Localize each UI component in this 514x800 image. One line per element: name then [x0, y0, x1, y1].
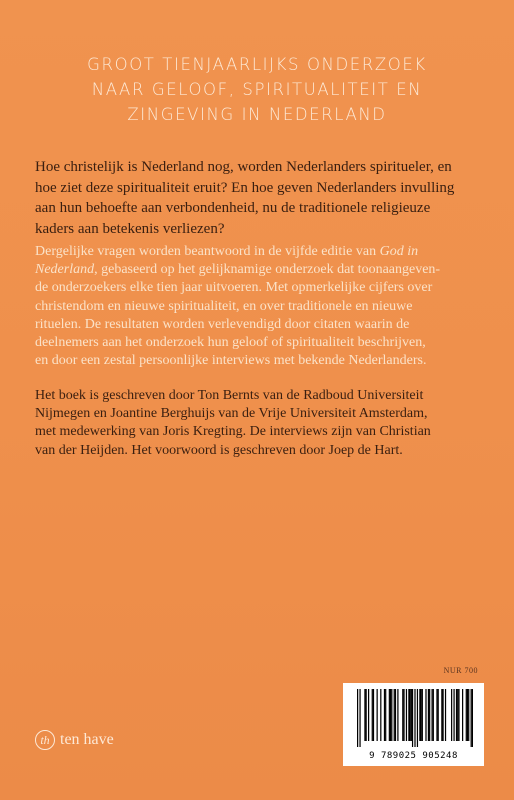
barcode-bar: [451, 689, 452, 741]
isbn-number: 9 789025 905248: [369, 751, 458, 761]
barcode-bar: [411, 689, 412, 741]
book-title-italic: Nederland: [35, 262, 95, 278]
barcode-bar: [468, 689, 469, 741]
barcode-bar: [419, 689, 420, 741]
barcode-bar: [462, 689, 463, 741]
barcode-bar: [402, 689, 403, 741]
barcode-label: [343, 683, 484, 766]
publisher-logo: [35, 730, 114, 750]
barcode-bar: [359, 689, 360, 747]
barcode-bar: [456, 689, 457, 741]
description-line: deelnemers aan het onderzoek hun geloof of spiritualiteit beschrijven,: [35, 335, 426, 351]
barcode-bar: [442, 689, 443, 741]
barcode-bar: [384, 689, 385, 741]
barcode-bar: [397, 689, 398, 741]
barcode-bar: [466, 689, 467, 741]
barcode-bar: [380, 689, 381, 741]
barcode-bar: [425, 689, 426, 741]
barcode-bar: [403, 689, 404, 741]
barcode-bar: [436, 689, 437, 741]
barcode-bar: [395, 689, 396, 741]
intro-paragraph: [35, 157, 485, 239]
barcode-bar: [412, 689, 413, 747]
book-title-italic: God in: [379, 244, 419, 259]
publisher-name: ten have: [60, 731, 114, 748]
barcode-bar: [453, 689, 454, 741]
barcode-bar: [364, 689, 365, 741]
barcode-bar: [394, 689, 395, 741]
barcode-bar: [429, 689, 430, 741]
description-line: en door een zestal persoonlijke interviews met bekende Nederlanders.: [35, 353, 427, 369]
barcode-bar: [368, 689, 369, 741]
description-line: de onderzoekers elke tien jaar uitvoeren. Met opmerkelijke cijfers over: [35, 280, 433, 296]
headline: [0, 52, 514, 127]
description-line: rituelen. De resultaten worden verlevendigd door citaten waarin de: [35, 316, 410, 332]
barcode-bar: [472, 689, 473, 747]
nur-code: NUR 700: [443, 666, 478, 675]
barcode-bar: [420, 689, 421, 741]
barcode-bar: [406, 689, 407, 741]
description-line: christendom en nieuwe spiritualiteit, en over traditionele en nieuwe: [35, 298, 413, 314]
barcode-bar: [471, 689, 472, 747]
credits-line: van der Heijden. Het voorwoord is geschreven door Joep de Hart.: [35, 442, 403, 458]
headline-line-3: ZINGEVING IN NEDERLAND: [127, 105, 387, 124]
publisher-mark-icon: th: [35, 730, 55, 750]
description-line: [35, 243, 490, 261]
barcode-bar: [372, 689, 373, 741]
description-paragraph: [35, 243, 490, 370]
intro-line: kaders aan betekenis verliezen?: [35, 220, 225, 237]
barcode-bar: [445, 689, 446, 741]
description-text: Dergelijke vragen worden beantwoord in de vijfde editie van: [35, 244, 380, 259]
barcode-bar: [458, 689, 459, 741]
barcode-bar: [410, 689, 411, 741]
barcode-bar: [414, 689, 415, 747]
headline-line-1: GROOT TIENJAARLIJKS ONDERZOEK: [87, 55, 427, 74]
barcode-bar: [377, 689, 378, 741]
barcode-bar: [417, 689, 418, 747]
barcode-bar: [428, 689, 429, 741]
barcode-bar: [433, 689, 434, 741]
barcode-bar: [389, 689, 390, 741]
credits-paragraph: [35, 387, 490, 460]
barcode-bar: [390, 689, 391, 741]
barcode-bar: [431, 689, 432, 741]
barcode-bar: [391, 689, 392, 741]
barcode-bar: [366, 689, 367, 741]
intro-line: Hoe christelijk is Nederland nog, worden Nederlanders spiritueler, en: [35, 159, 452, 175]
intro-line: aan hun behoefte aan verbondenheid, nu de traditionele religieuze: [35, 200, 431, 216]
barcode-bar: [422, 689, 423, 741]
barcode-bar: [457, 689, 458, 741]
barcode-image: [357, 689, 473, 747]
barcode-bar: [467, 689, 468, 741]
credits-line: Nijmegen en Joantine Berghuijs van de Vrije Universiteit Amsterdam,: [35, 406, 428, 422]
description-line: [35, 261, 490, 279]
barcode-bar: [373, 689, 374, 741]
barcode-bar: [385, 689, 386, 741]
barcode-bar: [441, 689, 442, 741]
headline-line-2: NAAR GELOOF, SPIRITUALITEIT EN: [91, 80, 423, 99]
description-text: , gebaseerd op het gelijknamige onderzoek dat toonaangeven-: [94, 262, 441, 278]
credits-line: met medewerking van Joris Kregting. De interviews zijn van Christian: [35, 424, 431, 440]
barcode-bar: [438, 689, 439, 741]
intro-line: hoe ziet deze spiritualiteit eruit? En hoe geven Nederlanders invulling: [35, 179, 455, 196]
barcode-bar: [408, 689, 409, 741]
credits-line: Het boek is geschreven door Ton Bernts van de Radboud Universiteit: [35, 388, 424, 403]
barcode-bar: [357, 689, 358, 747]
